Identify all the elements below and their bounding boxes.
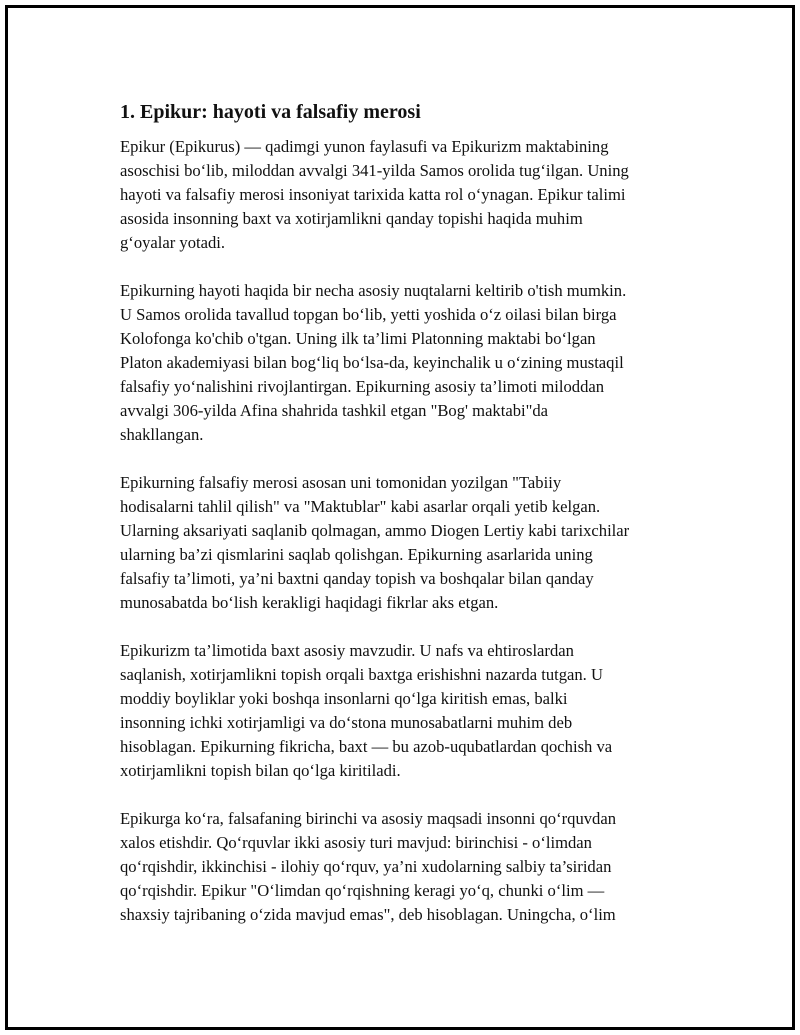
paragraph-intro bbox=[120, 135, 698, 255]
document-page bbox=[5, 5, 795, 1030]
text-line: hisoblagan. Epikurning fikricha, baxt — bu azob-uqubatlardan qochish va bbox=[120, 737, 613, 756]
text-line: U Samos orolida tavallud topgan bo‘lib, yetti yoshida o‘z oilasi bilan birga bbox=[120, 305, 617, 324]
document-content bbox=[120, 99, 698, 951]
paragraph-legacy bbox=[120, 471, 698, 615]
text-line: saqlanish, xotirjamlikni topish orqali baxtga erishishni nazarda tutgan. U bbox=[120, 665, 603, 684]
text-line: munosabatda bo‘lish kerakligi haqidagi fikrlar aks etgan. bbox=[120, 593, 499, 612]
text-line: Ularning aksariyati saqlanib qolmagan, ammo Diogen Lertiy kabi tarixchilar bbox=[120, 521, 630, 540]
text-line: xotirjamlikni topish bilan qo‘lga kiritiladi. bbox=[120, 761, 401, 780]
text-line: Kolofonga ko'chib o'tgan. Uning ilk ta’limi Platonning maktabi bo‘lgan bbox=[120, 329, 596, 348]
text-line: moddiy boyliklar yoki boshqa insonlarni qo‘lga kiritish emas, balki bbox=[120, 689, 568, 708]
text-line: qo‘rqishdir, ikkinchisi - ilohiy qo‘rquv, ya’ni xudolarning salbiy ta’siridan bbox=[120, 857, 612, 876]
paragraph-happiness bbox=[120, 639, 698, 783]
text-line: ularning ba’zi qismlarini saqlab qolishgan. Epikurning asarlarida uning bbox=[120, 545, 593, 564]
text-line: Epikurning hayoti haqida bir necha asosiy nuqtalarni keltirib o'tish mumkin. bbox=[120, 281, 627, 300]
text-line: Epikurning falsafiy merosi asosan uni tomonidan yozilgan "Tabiiy bbox=[120, 473, 562, 492]
text-line: hodisalarni tahlil qilish" va "Maktublar" kabi asarlar orqali yetib kelgan. bbox=[120, 497, 601, 516]
section-heading: 1. Epikur: hayoti va falsafiy merosi bbox=[120, 101, 421, 123]
text-line: asosida insonning baxt va xotirjamlikni qanday topishi haqida muhim bbox=[120, 209, 583, 228]
text-line: insonning ichki xotirjamligi va do‘stona munosabatlarni muhim deb bbox=[120, 713, 573, 732]
text-line: qo‘rqishdir. Epikur "O‘limdan qo‘rqishning keragi yo‘q, chunki o‘lim — bbox=[120, 881, 605, 900]
text-line: falsafiy yo‘nalishini rivojlantirgan. Epikurning asosiy ta’limoti miloddan bbox=[120, 377, 605, 396]
text-line: avvalgi 306-yilda Afina shahrida tashkil etgan "Bog' maktabi"da bbox=[120, 401, 549, 420]
text-line: asoschisi bo‘lib, miloddan avvalgi 341-yilda Samos orolida tug‘ilgan. Uning bbox=[120, 161, 629, 180]
text-line: falsafiy ta’limoti, ya’ni baxtni qanday topish va boshqalar bilan qanday bbox=[120, 569, 594, 588]
paragraph-life bbox=[120, 279, 698, 447]
text-line: Epikur (Epikurus) — qadimgi yunon faylasufi va Epikurizm maktabining bbox=[120, 137, 609, 156]
text-line: Epikurga ko‘ra, falsafaning birinchi va asosiy maqsadi insonni qo‘rquvdan bbox=[120, 809, 617, 828]
paragraph-fear bbox=[120, 807, 698, 927]
text-line: shakllangan. bbox=[120, 425, 204, 444]
text-line: hayoti va falsafiy merosi insoniyat tarixida katta rol o‘ynagan. Epikur talimi bbox=[120, 185, 626, 204]
text-line: shaxsiy tajribaning o‘zida mavjud emas", deb hisoblagan. Uningcha, o‘lim bbox=[120, 905, 616, 924]
text-line: Epikurizm ta’limotida baxt asosiy mavzudir. U nafs va ehtiroslardan bbox=[120, 641, 574, 660]
text-line: Platon akademiyasi bilan bog‘liq bo‘lsa-da, keyinchalik u o‘zining mustaqil bbox=[120, 353, 624, 372]
text-line: g‘oyalar yotadi. bbox=[120, 233, 226, 252]
text-line: xalos etishdir. Qo‘rquvlar ikki asosiy turi mavjud: birinchisi - o‘limdan bbox=[120, 833, 592, 852]
